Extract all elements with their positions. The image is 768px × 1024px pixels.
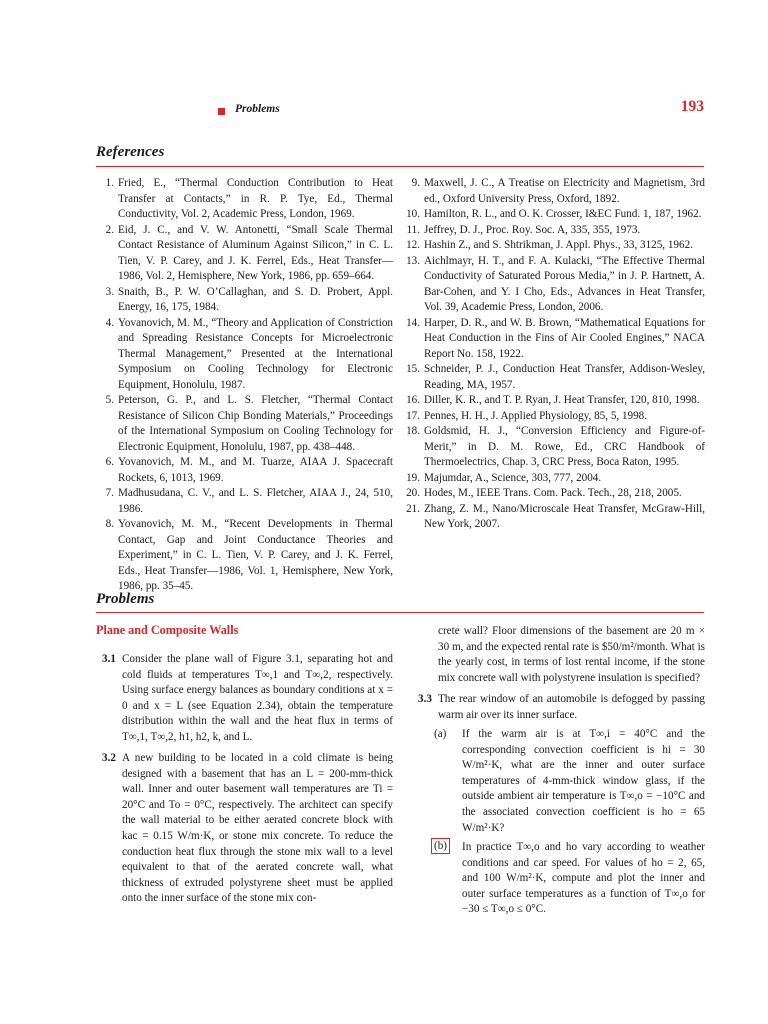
reference-item: 10. Hamilton, R. L., and O. K. Crosser, I&EC Fund. 1, 187, 1962. xyxy=(406,208,702,220)
boxed-part-label: (b) xyxy=(431,838,450,854)
problems-rule xyxy=(96,612,704,613)
reference-item: 20. Hodes, M., IEEE Trans. Com. Pack. Tech., 28, 218, 2005. xyxy=(406,487,682,499)
problems-column-left xyxy=(96,652,393,907)
reference-item: 18. Goldsmid, H. J., “Conversion Efficiency and Figure-of-Merit,” in D. M. Rowe, Ed., CRC Handbook of Thermoelectrics, Chap. 3, CRC Press, Boca Raton, 1995. xyxy=(406,425,705,468)
page-number: 193 xyxy=(680,98,704,115)
reference-item: 14. Harper, D. R., and W. B. Brown, “Mathematical Equations for Heat Conduction in the Fins of Air Cooled Engines,” NACA Report No. 158, 1922. xyxy=(406,316,705,360)
reference-item: 19. Majumdar, A., Science, 303, 777, 2004. xyxy=(406,471,602,484)
problems-column-right xyxy=(412,624,705,918)
running-header-label: Problems xyxy=(235,103,280,115)
running-header xyxy=(214,98,704,123)
reference-item: 8. Yovanovich, M. M., “Recent Developments in Thermal Contact, Gap and Joint Conductance Theories and Experiment,” in C. L. Tien, V. P. Carey, and J. K. Ferrel, Eds., Heat Transfer—1986, Vol. 1, Hemisphere, New York, 1986, pp. 35–45. xyxy=(105,518,393,592)
problem-3-3: 3.3 The rear window of an automobile is defogged by passing warm air over its inner surface. xyxy=(418,693,705,721)
reference-item: 15. Schneider, P. J., Conduction Heat Transfer, Addison-Wesley, Reading, MA, 1957. xyxy=(406,363,705,391)
problem-3-2: 3.2 A new building to be located in a cold climate is being designed with a basement that has an L = 200-mm-thick wall. Inner and outer basement wall temperatures are Ti = 20°C and To = 0°C, respectively. The architect can specify the wall material to be either aerated concrete block with kac = 0.15 W/m·K, or stone mix concrete. To reduce the conduction heat flux through the stone mix wall to a level equivalent to that of the aerated concrete wall, what thickness of extruded polystyrene sheet must be applied onto the inner surface of the stone mix con- xyxy=(102,752,393,905)
red-square-bullet-icon xyxy=(218,108,225,115)
reference-item: 21. Zhang, Z. M., Nano/Microscale Heat Transfer, McGraw-Hill, New York, 2007. xyxy=(406,502,705,530)
problem-3-2-continued: crete wall? Floor dimensions of the basement are 20 m × 30 m, and the expected rental rate is $50/m²/month. What is the yearly cost, in terms of lost rental income, if the stone mix concrete wall with polystyrene insulation is specified? xyxy=(438,625,705,684)
problem-3-3-part-a: (a) If the warm air is at T∞,i = 40°C and the corresponding convection coefficient is hi = 30 W/m²·K, what are the inner and outer surface temperatures of 4-mm-thick window glass, if the outside ambient air temperature is T∞,o = −10°C and the associated convection coefficient is ho = 65 W/m²·K? xyxy=(434,728,705,834)
reference-item: 11. Jeffrey, D. J., Proc. Roy. Soc. A, 335, 355, 1973. xyxy=(406,223,641,236)
reference-item: 5. Peterson, G. P., and L. S. Fletcher, “Thermal Contact Resistance of Silicon Chip Bonding Materials,” Proceedings of the International Symposium on Cooling Technology for Electronic Equipment, Honolulu, 1987, pp. 438–448. xyxy=(105,394,393,453)
reference-item: 9. Maxwell, J. C., A Treatise on Electricity and Magnetism, 3rd ed., Oxford University Press, Oxford, 1892. xyxy=(411,177,705,205)
problem-3-3-part-b: (b) In practice T∞,o and ho vary according to weather conditions and car speed. For values of ho = 2, 65, and 100 W/m²·K, compute and plot the inner and outer surface temperatures as a function of T∞,o for −30 ≤ T∞,o ≤ 0°C. xyxy=(412,840,705,918)
references-rule xyxy=(96,166,704,167)
subsection-heading: Plane and Composite Walls xyxy=(96,623,239,637)
reference-item: 6. Yovanovich, M. M., and M. Tuarze, AIAA J. Spacecraft Rockets, 6, 1013, 1969. xyxy=(105,456,393,484)
problem-3-1: 3.1 Consider the plane wall of Figure 3.1, separating hot and cold fluids at temperatures T∞,1 and T∞,2, respectively. Using surface energy balances as boundary conditions at x = 0 and x = L (see Equation 2.34), obtain the temperature distribution within the wall and the heat flux in terms of T∞,1, T∞,2, h1, h2, k, and L. xyxy=(102,653,393,743)
problems-heading: Problems xyxy=(96,591,155,607)
reference-item: 17. Pennes, H. H., J. Applied Physiology, 85, 5, 1998. xyxy=(406,409,648,422)
reference-item: 1. Fried, E., “Thermal Conduction Contribution to Heat Transfer at Contacts,” in R. P. Tye, Ed., Thermal Conductivity, Vol. 2, Academic Press, London, 1969. xyxy=(105,177,393,220)
reference-item: 3. Snaith, B., P. W. O’Callaghan, and S. D. Probert, Appl. Energy, 16, 175, 1984. xyxy=(105,285,393,313)
reference-item: 7. Madhusudana, C. V., and L. S. Fletcher, AIAA J., 24, 510, 1986. xyxy=(105,487,393,515)
reference-item: 13. Aichlmayr, H. T., and F. A. Kulacki, “The Effective Thermal Conductivity of Saturated Porous Media,” in J. P. Hartnett, A. Bar-Cohen, and Y. I Cho, Eds., Advances in Heat Transfer, Vol. 39, Academic Press, London, 2006. xyxy=(406,254,705,313)
references-list-right xyxy=(402,176,705,533)
reference-item: 12. Hashin Z., and S. Shtrikman, J. Appl. Phys., 33, 3125, 1962. xyxy=(406,239,693,251)
references-heading: References xyxy=(96,144,165,160)
reference-item: 4. Yovanovich, M. M., “Theory and Application of Constriction and Spreading Resistance Concepts for Microelectronic Thermal Management,” Presented at the International Symposium on Cooling Technology for Electronic Equipment, Honolulu, 1987. xyxy=(105,316,393,391)
reference-item: 2. Eid, J. C., and V. W. Antonetti, “Small Scale Thermal Contact Resistance of Aluminum Against Silicon,” in C. L. Tien, V. P. Carey, and J. K. Ferrel, Eds., Heat Transfer—1986, Vol. 2, Hemisphere, New York, 1986, pp. 659–664. xyxy=(105,223,393,282)
reference-item: 16. Diller, K. R., and T. P. Ryan, J. Heat Transfer, 120, 810, 1998. xyxy=(406,394,700,406)
references-list-left xyxy=(96,176,393,595)
